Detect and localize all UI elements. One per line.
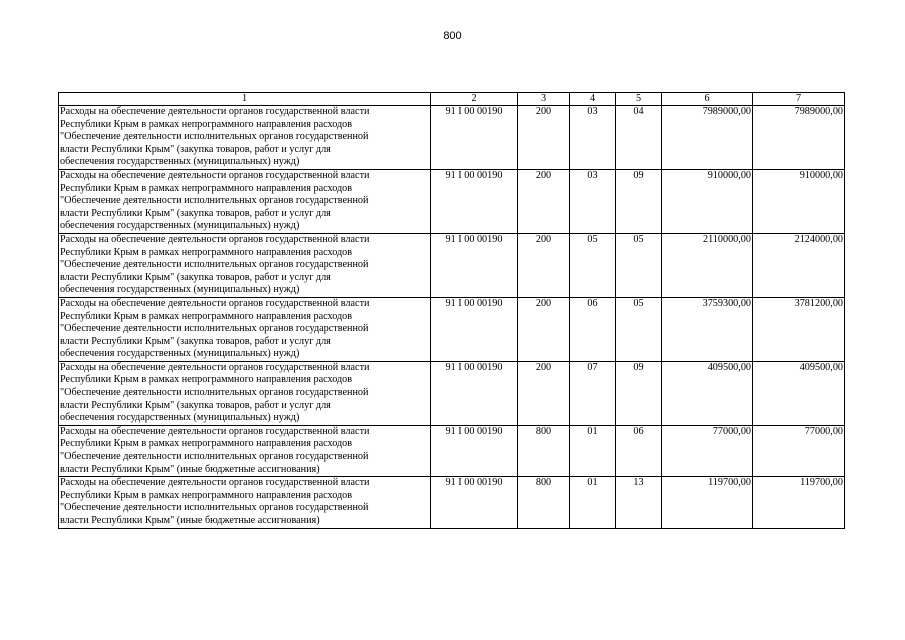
expense-type-cell: 800 (518, 425, 570, 476)
description-line: Расходы на обеспечение деятельности органов государственной власти (60, 233, 370, 245)
description-line: обеспечения государственных (муниципальных) нужд) (60, 220, 300, 232)
description-cell (59, 106, 431, 170)
description-cell (59, 233, 431, 297)
column-header: 1 (59, 93, 431, 106)
table-row (59, 233, 845, 297)
section-cell: 03 (570, 169, 616, 233)
target-article-cell: 91 I 00 00190 (431, 477, 518, 528)
description-line: власти Республики Крым" (закупка товаров, работ и услуг для (60, 143, 331, 155)
column-header: 4 (570, 93, 616, 106)
subsection-cell: 05 (616, 233, 662, 297)
column-header: 2 (431, 93, 518, 106)
table-row (59, 361, 845, 425)
expense-type-cell: 200 (518, 297, 570, 361)
subsection-cell: 06 (616, 425, 662, 476)
description-cell (59, 361, 431, 425)
amount-year2-cell: 77000,00 (753, 425, 845, 476)
description-line: обеспечения государственных (муниципальных) нужд) (60, 412, 300, 424)
description-line: Республики Крым в рамках непрограммного направления расходов (60, 489, 353, 501)
description-line: Республики Крым в рамках непрограммного направления расходов (60, 182, 353, 194)
section-cell: 01 (570, 425, 616, 476)
amount-year1-cell: 3759300,00 (662, 297, 753, 361)
subsection-cell: 09 (616, 361, 662, 425)
amount-year2-cell: 7989000,00 (753, 106, 845, 170)
description-line: "Обеспечение деятельности исполнительных органов государственной (60, 451, 369, 463)
table-row (59, 297, 845, 361)
description-line: власти Республики Крым" (иные бюджетные ассигнования) (60, 463, 320, 475)
page-number: 800 (443, 30, 462, 42)
table-row (59, 477, 845, 528)
description-cell (59, 477, 431, 528)
description-line: Расходы на обеспечение деятельности органов государственной власти (60, 169, 370, 181)
amount-year1-cell: 119700,00 (662, 477, 753, 528)
target-article-cell: 91 I 00 00190 (431, 297, 518, 361)
section-cell: 05 (570, 233, 616, 297)
description-line: власти Республики Крым" (закупка товаров, работ и услуг для (60, 399, 331, 411)
description-line: обеспечения государственных (муниципальных) нужд) (60, 284, 300, 296)
table-row (59, 106, 845, 170)
column-header: 3 (518, 93, 570, 106)
description-line: Расходы на обеспечение деятельности органов государственной власти (60, 477, 370, 489)
column-header: 5 (616, 93, 662, 106)
description-line: Расходы на обеспечение деятельности органов государственной власти (60, 297, 370, 309)
target-article-cell: 91 I 00 00190 (431, 169, 518, 233)
amount-year2-cell: 119700,00 (753, 477, 845, 528)
amount-year1-cell: 409500,00 (662, 361, 753, 425)
description-line: Республики Крым в рамках непрограммного направления расходов (60, 374, 353, 386)
target-article-cell: 91 I 00 00190 (431, 425, 518, 476)
description-line: Республики Крым в рамках непрограммного направления расходов (60, 118, 353, 130)
subsection-cell: 05 (616, 297, 662, 361)
description-line: власти Республики Крым" (закупка товаров, работ и услуг для (60, 335, 331, 347)
budget-table (58, 92, 845, 529)
description-line: "Обеспечение деятельности исполнительных органов государственной (60, 259, 369, 271)
description-line: обеспечения государственных (муниципальных) нужд) (60, 348, 300, 360)
column-header: 7 (753, 93, 845, 106)
description-line: "Обеспечение деятельности исполнительных органов государственной (60, 502, 369, 514)
column-header: 6 (662, 93, 753, 106)
section-cell: 01 (570, 477, 616, 528)
amount-year2-cell: 910000,00 (753, 169, 845, 233)
section-cell: 07 (570, 361, 616, 425)
description-line: власти Республики Крым" (закупка товаров, работ и услуг для (60, 207, 331, 219)
target-article-cell: 91 I 00 00190 (431, 361, 518, 425)
expense-type-cell: 200 (518, 361, 570, 425)
amount-year1-cell: 2110000,00 (662, 233, 753, 297)
table-header-row (59, 93, 845, 106)
section-cell: 03 (570, 106, 616, 170)
expense-type-cell: 800 (518, 477, 570, 528)
description-line: обеспечения государственных (муниципальных) нужд) (60, 156, 300, 168)
description-line: Республики Крым в рамках непрограммного направления расходов (60, 246, 353, 258)
amount-year2-cell: 2124000,00 (753, 233, 845, 297)
description-line: "Обеспечение деятельности исполнительных органов государственной (60, 323, 369, 335)
amount-year1-cell: 77000,00 (662, 425, 753, 476)
amount-year2-cell: 409500,00 (753, 361, 845, 425)
expense-type-cell: 200 (518, 233, 570, 297)
subsection-cell: 09 (616, 169, 662, 233)
amount-year1-cell: 910000,00 (662, 169, 753, 233)
description-cell (59, 169, 431, 233)
subsection-cell: 04 (616, 106, 662, 170)
expense-type-cell: 200 (518, 106, 570, 170)
description-cell (59, 297, 431, 361)
target-article-cell: 91 I 00 00190 (431, 233, 518, 297)
subsection-cell: 13 (616, 477, 662, 528)
description-line: Республики Крым в рамках непрограммного направления расходов (60, 310, 353, 322)
description-line: "Обеспечение деятельности исполнительных органов государственной (60, 195, 369, 207)
description-line: "Обеспечение деятельности исполнительных органов государственной (60, 387, 369, 399)
table-row (59, 169, 845, 233)
description-line: "Обеспечение деятельности исполнительных органов государственной (60, 131, 369, 143)
description-line: власти Республики Крым" (иные бюджетные ассигнования) (60, 515, 320, 526)
description-line: Расходы на обеспечение деятельности органов государственной власти (60, 106, 370, 117)
table-row (59, 425, 845, 476)
description-line: Расходы на обеспечение деятельности органов государственной власти (60, 361, 370, 373)
description-cell (59, 425, 431, 476)
description-line: Расходы на обеспечение деятельности органов государственной власти (60, 425, 370, 437)
section-cell: 06 (570, 297, 616, 361)
amount-year1-cell: 7989000,00 (662, 106, 753, 170)
description-line: Республики Крым в рамках непрограммного направления расходов (60, 438, 353, 450)
expense-type-cell: 200 (518, 169, 570, 233)
amount-year2-cell: 3781200,00 (753, 297, 845, 361)
description-line: власти Республики Крым" (закупка товаров, работ и услуг для (60, 271, 331, 283)
target-article-cell: 91 I 00 00190 (431, 106, 518, 170)
